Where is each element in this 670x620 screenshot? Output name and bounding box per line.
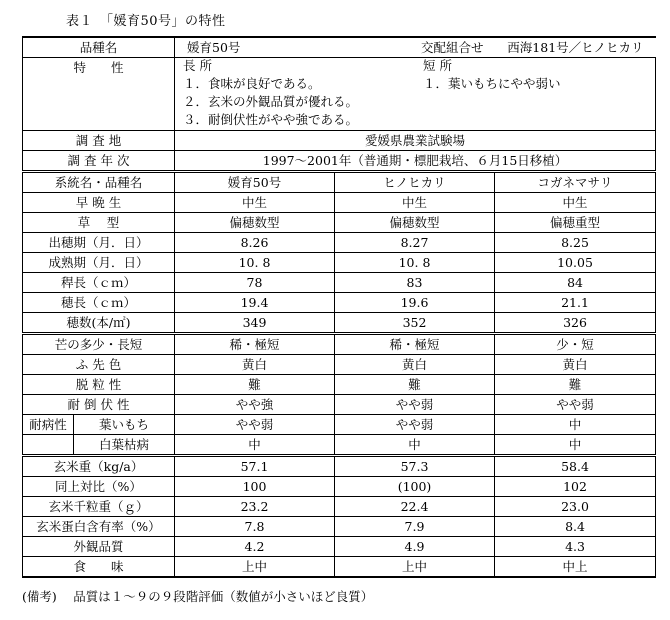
variety-cross-cell	[175, 37, 656, 58]
traits-cell	[175, 58, 656, 131]
characteristics-table	[22, 36, 656, 578]
data-row	[23, 477, 656, 497]
row-label: 穂数(本/㎡)	[23, 313, 175, 334]
disease-value: やや弱	[175, 415, 335, 435]
group1-body	[23, 193, 656, 334]
variety-value: 媛育50号	[187, 40, 241, 55]
data-row	[23, 213, 656, 233]
row-label: 早 晩 生	[23, 193, 175, 213]
site-value: 愛媛県農業試験場	[175, 131, 656, 151]
disease-label-cell	[23, 415, 175, 435]
years-row	[23, 151, 656, 172]
cell-value: 7.8	[175, 517, 335, 537]
data-row	[23, 557, 656, 578]
cell-value: 偏穂数型	[175, 213, 335, 233]
cell-value: 稀・極短	[335, 334, 495, 355]
years-label: 調 査 年 次	[23, 151, 175, 172]
col-header-name: 系統名・品種名	[23, 172, 175, 193]
col-header-hinohikari: ヒノヒカリ	[335, 172, 495, 193]
cell-value: 10.05	[495, 253, 656, 273]
demerit-1: １．葉いもちにやや弱い	[423, 76, 561, 91]
site-row	[23, 131, 656, 151]
data-row	[23, 355, 656, 375]
cell-value: 7.9	[335, 517, 495, 537]
cell-value: 100	[175, 477, 335, 497]
cell-value: 83	[335, 273, 495, 293]
cell-value: 23.0	[495, 497, 656, 517]
cell-value: 少・短	[495, 334, 656, 355]
data-row	[23, 456, 656, 477]
table-caption: 表１ 「媛育50号」の特性	[66, 14, 226, 29]
merit-2: ２．玄米の外観品質が優れる。	[183, 94, 359, 109]
col-header-koganemasari: コガネマサリ	[495, 172, 656, 193]
traits-row	[23, 58, 656, 131]
cell-value: 8.4	[495, 517, 656, 537]
row-label: 草 型	[23, 213, 175, 233]
cell-value: 8.26	[175, 233, 335, 253]
cell-value: 4.2	[175, 537, 335, 557]
cell-value: 4.9	[335, 537, 495, 557]
cell-value: 8.27	[335, 233, 495, 253]
demerits-title: 短 所	[423, 58, 452, 73]
data-row	[23, 313, 656, 334]
cell-value: 84	[495, 273, 656, 293]
cell-value: 326	[495, 313, 656, 334]
cell-value: 78	[175, 273, 335, 293]
cell-value: 黄白	[495, 355, 656, 375]
disease-row-label: 白葉枯病	[98, 437, 149, 452]
row-label: 芒の多少・長短	[23, 334, 175, 355]
row-label: 玄米蛋白含有率（%）	[23, 517, 175, 537]
data-row	[23, 193, 656, 213]
cell-value: 稀・極短	[175, 334, 335, 355]
data-row	[23, 497, 656, 517]
data-row	[23, 334, 656, 355]
cell-value: 19.6	[335, 293, 495, 313]
cell-value: 10. 8	[175, 253, 335, 273]
cell-value: 10. 8	[335, 253, 495, 273]
footnote: (備考) 品質は１〜９の９段階評価（数値が小さいほど良質）	[22, 589, 374, 604]
disease-group-label: 耐病性	[23, 415, 74, 434]
cell-value: 21.1	[495, 293, 656, 313]
cell-value: 黄白	[175, 355, 335, 375]
cell-value: 上中	[175, 557, 335, 578]
cell-value: 57.1	[175, 456, 335, 477]
col-header-ehime50: 媛育50号	[175, 172, 335, 193]
data-row	[23, 537, 656, 557]
row-label: 出穂期（月．日）	[23, 233, 175, 253]
cell-value: やや弱	[495, 395, 656, 415]
row-label: 玄米千粒重（ｇ）	[23, 497, 175, 517]
disease-value: 中	[175, 435, 335, 456]
cell-value: (100)	[335, 477, 495, 497]
cell-value: 352	[335, 313, 495, 334]
cell-value: 上中	[335, 557, 495, 578]
disease-value: 中	[495, 435, 656, 456]
data-row	[23, 233, 656, 253]
data-row	[23, 293, 656, 313]
cell-value: 4.3	[495, 537, 656, 557]
cell-value: 中生	[335, 193, 495, 213]
disease-label-cell	[23, 435, 175, 456]
disease-group-spacer	[23, 435, 74, 454]
cell-value: 19.4	[175, 293, 335, 313]
data-row	[23, 273, 656, 293]
cross-label: 交配組合せ	[420, 40, 484, 55]
row-label: 稈長（ｃｍ）	[23, 273, 175, 293]
row-label: 成熟期（月．日）	[23, 253, 175, 273]
group3-body	[23, 456, 656, 578]
group2-body	[23, 334, 656, 415]
cell-value: 中上	[495, 557, 656, 578]
cell-value: 58.4	[495, 456, 656, 477]
row-label: ふ 先 色	[23, 355, 175, 375]
merit-3: ３．耐倒伏性がやや強である。	[183, 112, 359, 127]
row-label: 穂長（ｃｍ）	[23, 293, 175, 313]
cell-value: 349	[175, 313, 335, 334]
column-header-row	[23, 172, 656, 193]
data-row	[23, 517, 656, 537]
site-label: 調 査 地	[23, 131, 175, 151]
disease-row-1	[23, 415, 656, 435]
cell-value: 難	[495, 375, 656, 395]
cell-value: 偏穂重型	[495, 213, 656, 233]
data-row	[23, 253, 656, 273]
data-row	[23, 395, 656, 415]
traits-label: 特 性	[23, 58, 175, 131]
disease-value: 中	[495, 415, 656, 435]
years-value: 1997〜2001年（普通期・標肥栽培、６月15日移植）	[175, 151, 656, 172]
merits-title: 長 所	[183, 58, 212, 73]
cell-value: 中生	[175, 193, 335, 213]
row-label: 同上対比（%）	[23, 477, 175, 497]
merit-1: １．食味が良好である。	[183, 76, 321, 91]
variety-label: 品種名	[23, 37, 175, 58]
cell-value: やや弱	[335, 395, 495, 415]
row-label: 食 味	[23, 557, 175, 578]
disease-row-2	[23, 435, 656, 456]
cell-value: 8.25	[495, 233, 656, 253]
cell-value: 57.3	[335, 456, 495, 477]
row-label: 耐 倒 伏 性	[23, 395, 175, 415]
row-label: 玄米重（kg/a）	[23, 456, 175, 477]
header-row	[23, 37, 656, 58]
cell-value: 中生	[495, 193, 656, 213]
disease-value: やや弱	[335, 415, 495, 435]
disease-value: 中	[335, 435, 495, 456]
disease-row-label: 葉いもち	[98, 417, 149, 432]
data-row	[23, 375, 656, 395]
cell-value: 23.2	[175, 497, 335, 517]
cell-value: 偏穂数型	[335, 213, 495, 233]
cell-value: やや強	[175, 395, 335, 415]
cell-value: 22.4	[335, 497, 495, 517]
cell-value: 黄白	[335, 355, 495, 375]
row-label: 脱 粒 性	[23, 375, 175, 395]
cell-value: 難	[335, 375, 495, 395]
cell-value: 102	[495, 477, 656, 497]
cell-value: 難	[175, 375, 335, 395]
row-label: 外観品質	[23, 537, 175, 557]
disease-body	[23, 415, 656, 456]
cross-value: 西海181号／ヒノヒカリ	[507, 40, 644, 55]
